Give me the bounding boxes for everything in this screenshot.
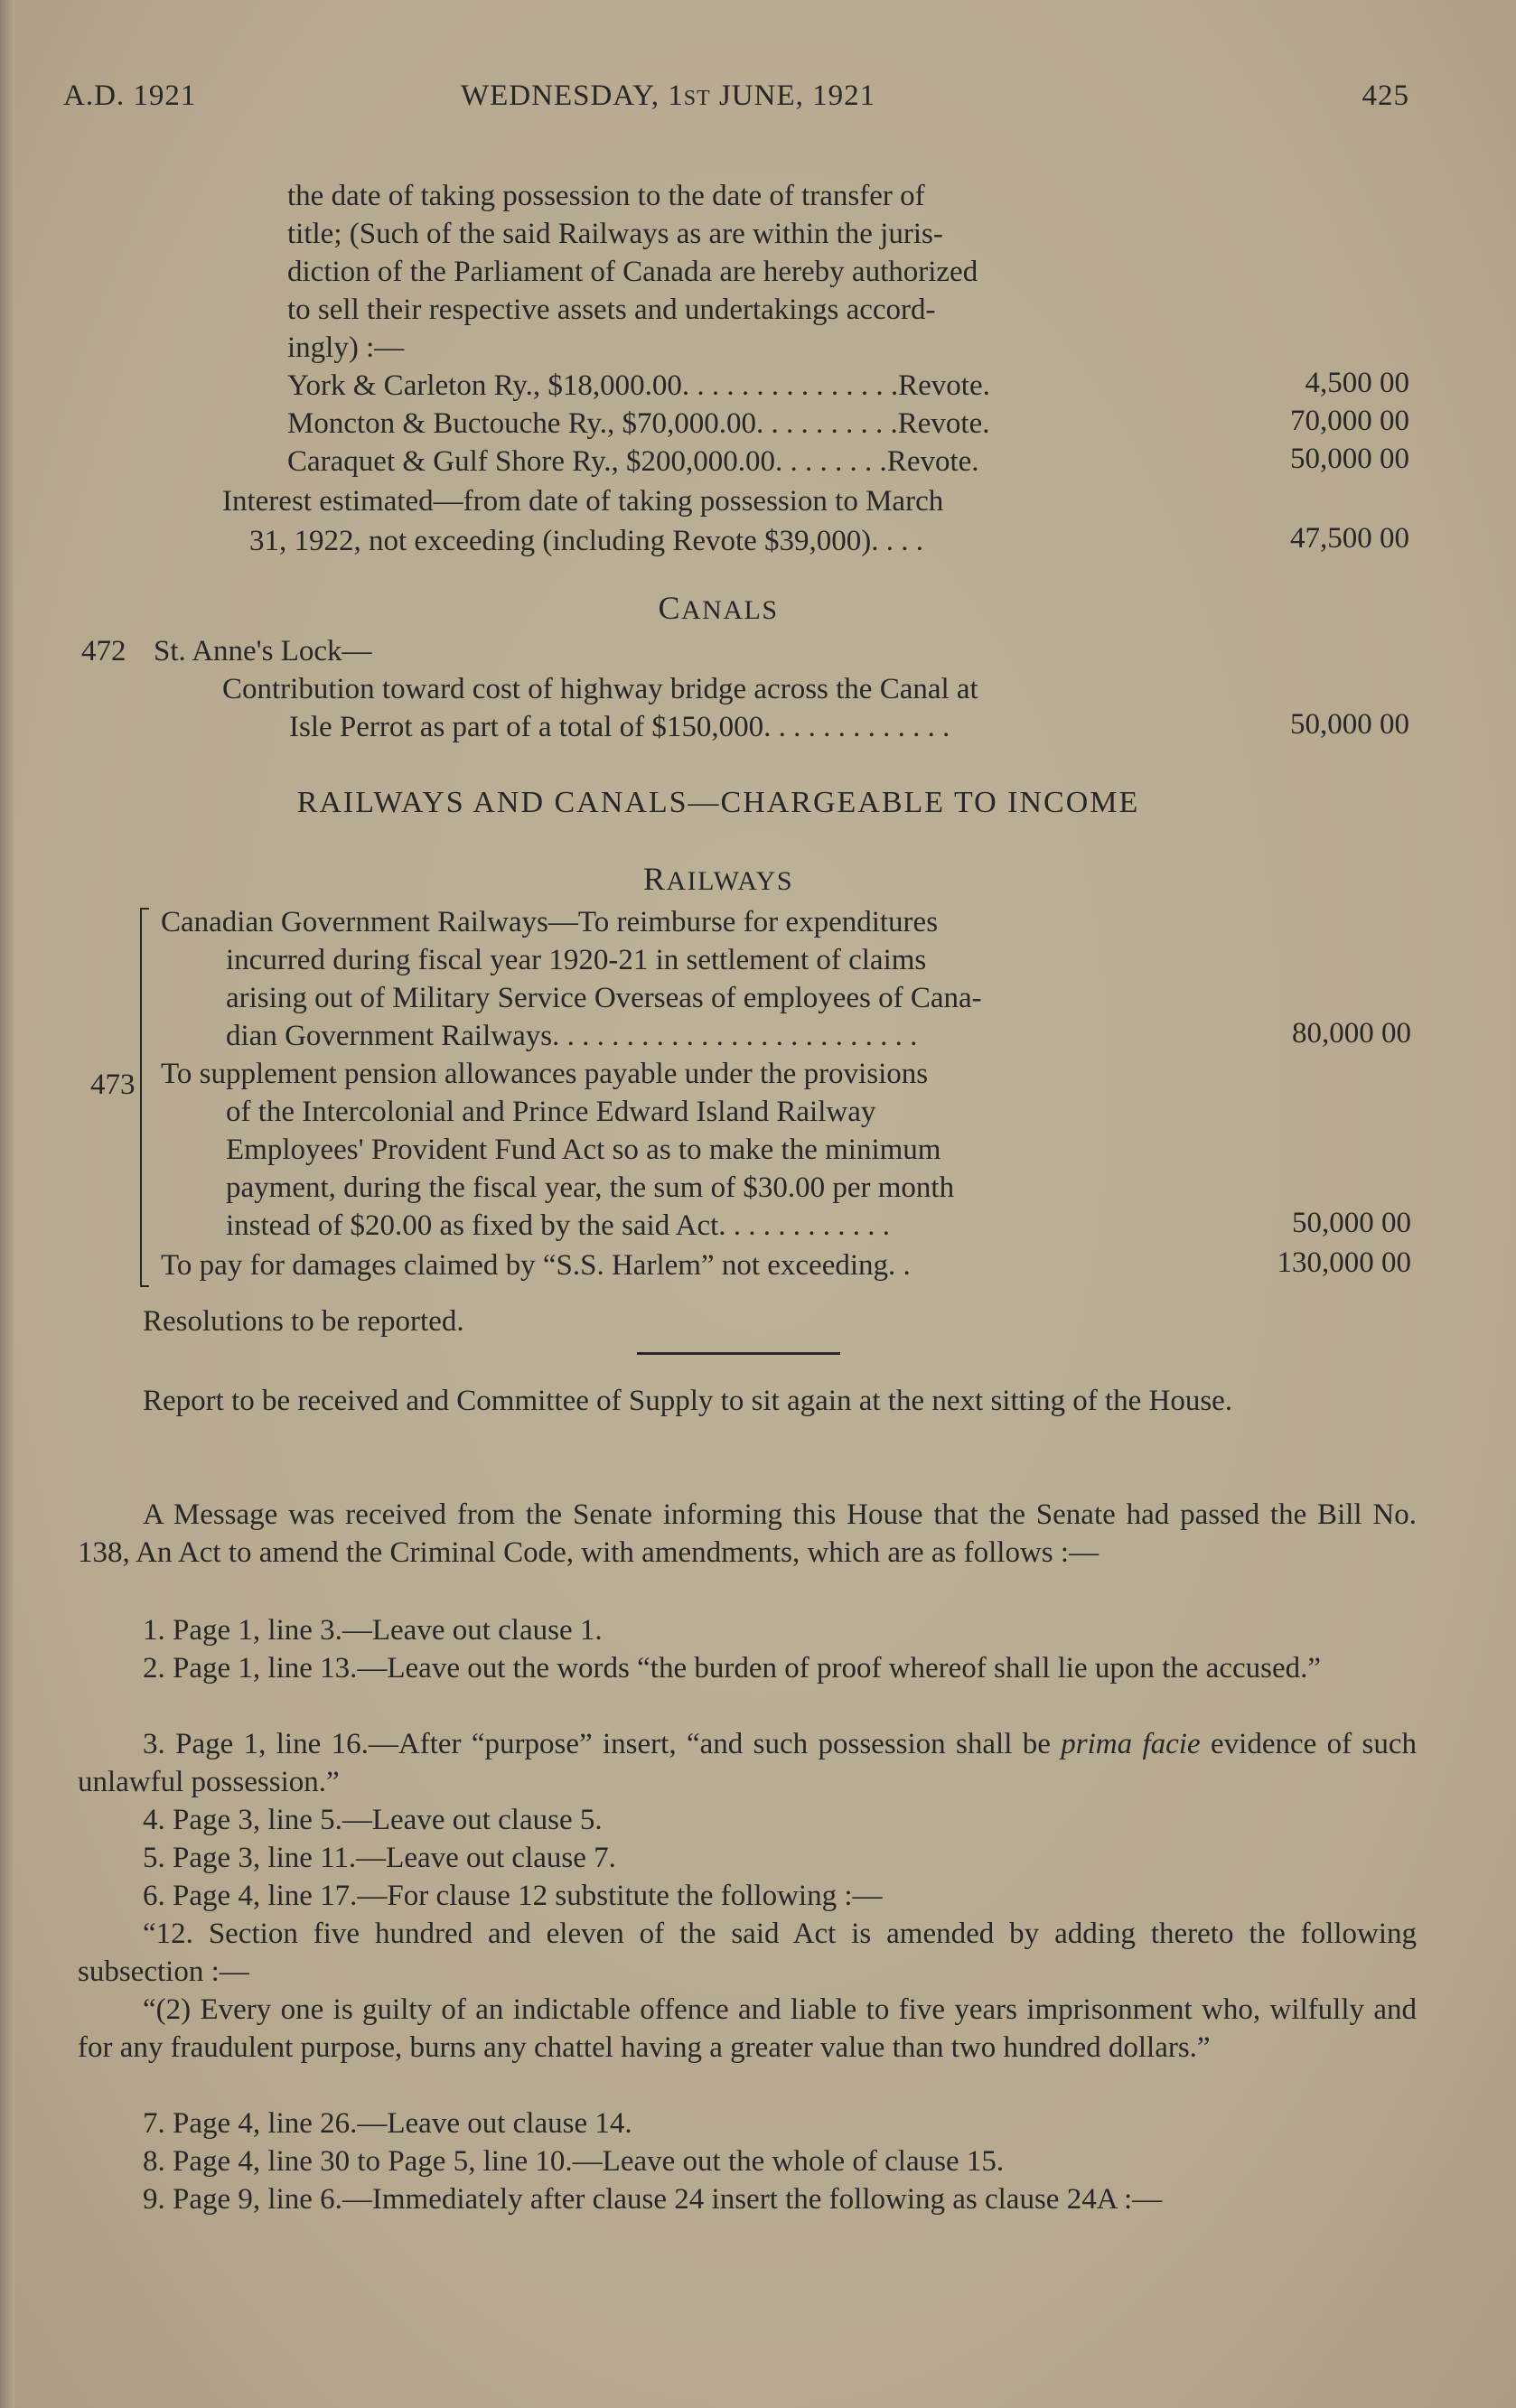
quoted-clause-12: “12. Section five hundred and eleven of the said Act is amended by adding thereto the following subsection :—: [78, 1918, 1417, 1988]
railway-item-amount: 70,000 00: [1290, 405, 1409, 437]
canals-heading-cap: C: [658, 590, 681, 626]
amendment-item: 4. Page 3, line 5.—Leave out clause 5.: [143, 1804, 603, 1836]
amendment-item: 2. Page 1, line 13.—Leave out the words “the burden of proof whereof shall lie upon the accused.”: [143, 1652, 1321, 1685]
amendment-item: 7. Page 4, line 26.—Leave out clause 14.: [143, 2107, 632, 2140]
page-header: [63, 79, 1409, 125]
railway-item-label: Moncton & Buctouche Ry., $70,000.00. . . . . . . . . .Revote.: [287, 407, 990, 440]
page-number: 425: [1362, 79, 1409, 112]
intro-line: title; (Such of the said Railways as are within the juris-: [287, 218, 943, 250]
vote-a-line: Canadian Government Railways—To reimburse for expenditures: [161, 906, 939, 938]
amendment-item: 9. Page 9, line 6.—Immediately after clause 24 insert the following as clause 24A :—: [143, 2183, 1163, 2216]
amendment-3-tail: evidence of such unlawful possession.”: [78, 1728, 1417, 1798]
canals-heading-rest: ANALS: [681, 595, 779, 625]
intro-line: diction of the Parliament of Canada are hereby authorized: [287, 256, 978, 288]
vote-b-line: payment, during the fiscal year, the sum of $30.00 per month: [226, 1171, 955, 1204]
message-paragraph: A Message was received from the Senate informing this House that the Senate had passed the Bill No. 138, An Act to amend the Criminal Code, with amendments, which are as follows :—: [78, 1498, 1417, 1569]
amendment-item: 6. Page 4, line 17.—For clause 12 substitute the following :—: [143, 1880, 883, 1912]
canals-heading: [0, 589, 1436, 627]
header-date: [461, 79, 875, 113]
income-heading: RAILWAYS AND CANALS—CHARGEABLE TO INCOME: [296, 786, 1140, 819]
binding-edge: [0, 0, 14, 2408]
header-date-ordinal: ST: [683, 87, 711, 110]
section-divider: [637, 1352, 840, 1355]
intro-line: the date of taking possession to the date of transfer of: [287, 180, 925, 212]
header-date-main: WEDNESDAY, 1: [461, 79, 684, 112]
interest-line: Interest estimated—from date of taking possession to March: [222, 485, 944, 518]
vote-a-line: incurred during fiscal year 1920-21 in settlement of claims: [226, 944, 927, 976]
railways-subheading-cap: R: [642, 861, 667, 897]
amendment-3-italic: prima facie: [1061, 1728, 1201, 1760]
vote-a-amount: 80,000 00: [1292, 1017, 1411, 1050]
intro-line: to sell their respective assets and undertakings accord-: [287, 294, 936, 326]
railway-item-amount: 50,000 00: [1290, 443, 1409, 475]
header-year: A.D. 1921: [63, 79, 197, 112]
amendment-item: 8. Page 4, line 30 to Page 5, line 10.—Leave out the whole of clause 15.: [143, 2145, 1005, 2178]
vote-b-line: To supplement pension allowances payable under the provisions: [161, 1058, 929, 1090]
header-date-tail: JUNE, 1921: [710, 79, 876, 112]
vote-b-line: of the Intercolonial and Prince Edward Island Railway: [226, 1096, 876, 1128]
vote-c-amount: 130,000 00: [1277, 1246, 1411, 1279]
canal-amount: 50,000 00: [1290, 708, 1409, 741]
vote-a-line: arising out of Military Service Overseas of employees of Cana-: [226, 982, 982, 1014]
amendment-3-text: 3. Page 1, line 16.—After “purpose” insert, “and such possession shall be: [143, 1728, 1062, 1760]
amendment-item: 5. Page 3, line 11.—Leave out clause 7.: [143, 1842, 616, 1874]
vote-number: 473: [90, 1069, 136, 1101]
canal-title: St. Anne's Lock—: [154, 635, 372, 667]
intro-line: ingly) :—: [287, 331, 405, 364]
vote-b-amount: 50,000 00: [1292, 1207, 1411, 1239]
vote-b-line: Employees' Provident Fund Act so as to make the minimum: [226, 1134, 941, 1166]
railway-item-label: Caraquet & Gulf Shore Ry., $200,000.00. . . . . . . .Revote.: [287, 445, 979, 478]
canal-line: Isle Perrot as part of a total of $150,000. . . . . . . . . . . . .: [289, 711, 950, 743]
amendment-item: 1. Page 1, line 3.—Leave out clause 1.: [143, 1614, 603, 1647]
interest-amount: 47,500 00: [1290, 522, 1409, 555]
resolutions-note: Resolutions to be reported.: [143, 1305, 464, 1338]
canal-line: Contribution toward cost of highway bridge across the Canal at: [222, 673, 978, 705]
railways-subheading-rest: AILWAYS: [666, 866, 794, 896]
quoted-subsection-2: “(2) Every one is guilty of an indictable offence and liable to five years imprisonment who, wilfully and for any fraudulent purpose, burns any chattel having a greater value than two hundred dollars.”: [78, 1993, 1417, 2064]
vote-b-line: instead of $20.00 as fixed by the said Act. . . . . . . . . . . .: [226, 1209, 891, 1242]
vote-c-line: To pay for damages claimed by “S.S. Harlem” not exceeding. .: [161, 1249, 911, 1282]
railways-subheading: [0, 860, 1436, 898]
bracket: [140, 908, 154, 1287]
vote-number: 472: [81, 635, 126, 667]
vote-a-line: dian Government Railways. . . . . . . . . . . . . . . . . . . . . . . . .: [226, 1020, 918, 1052]
interest-line: 31, 1922, not exceeding (including Revote $39,000). . . .: [249, 525, 924, 557]
amendment-item: [78, 1725, 1417, 1801]
railway-item-amount: 4,500 00: [1305, 367, 1409, 399]
railway-item-label: York & Carleton Ry., $18,000.00. . . . . . . . . . . . . . .Revote.: [287, 369, 990, 402]
report-paragraph: Report to be received and Committee of Supply to sit again at the next sitting of the House.: [143, 1385, 1233, 1417]
